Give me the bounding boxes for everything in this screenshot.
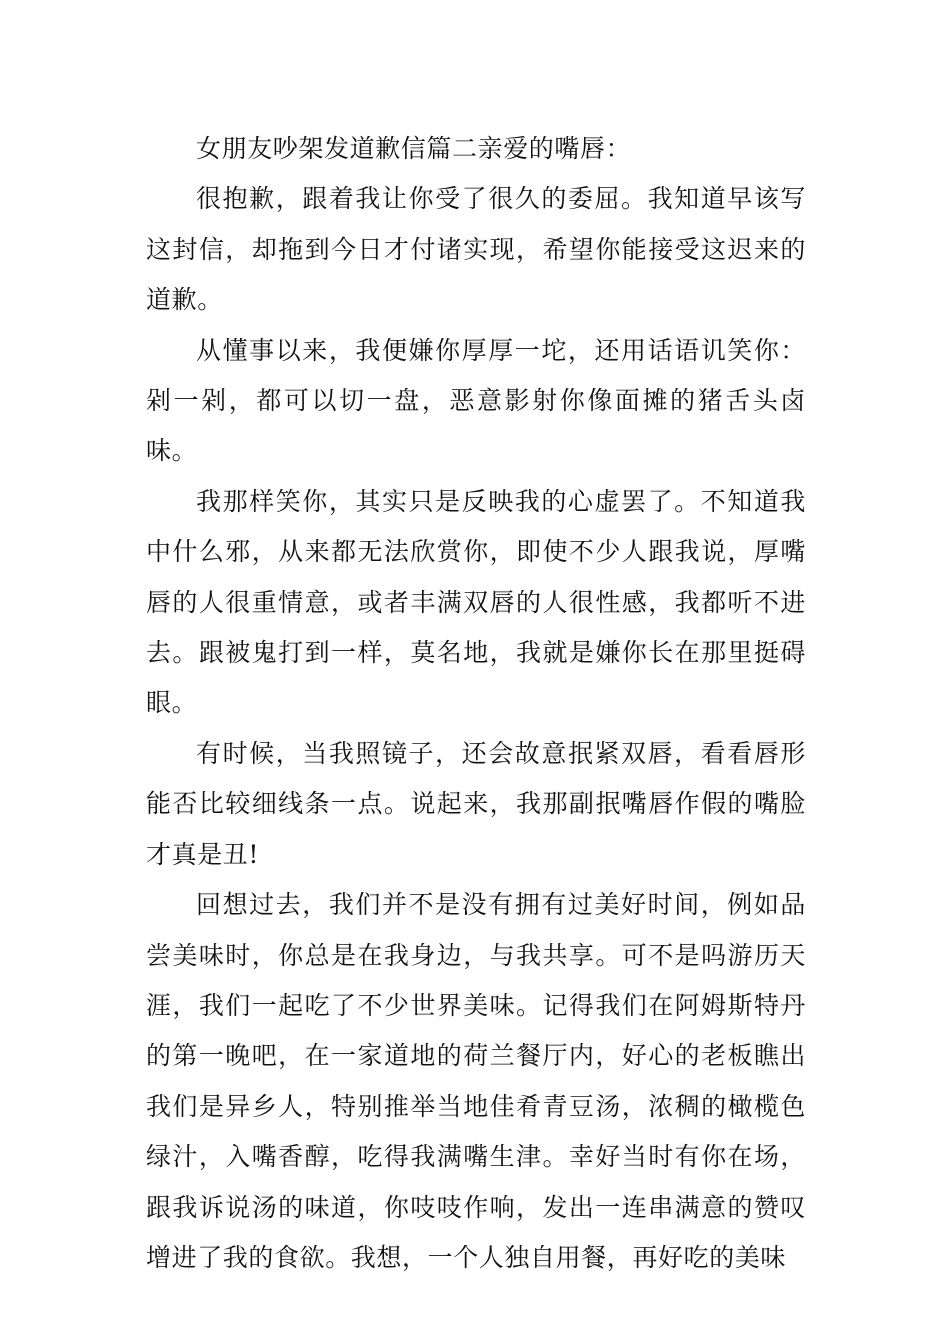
- paragraph-mirror: 有时候，当我照镜子，还会故意抿紧双唇，看看唇形能否比较细线条一点。说起来，我那副抿嘴唇作假的嘴脸才真是丑!: [146, 738, 806, 869]
- letter-heading: 女朋友吵架发道歉信篇二亲爱的嘴唇：: [196, 134, 632, 163]
- paragraph-insecurity: 我那样笑你，其实只是反映我的心虚罢了。不知道我中什么邪，从来都无法欣赏你，即使不少人跟我说，厚嘴唇的人很重情意，或者丰满双唇的人很性感，我都听不进去。跟被鬼打到一样，莫名地，我就是嫌你长在那里挺碍眼。: [146, 486, 806, 718]
- letter-body: [146, 124, 806, 1283]
- paragraph-apology: 很抱歉，跟着我让你受了很久的委屈。我知道早该写这封信，却拖到今日才付诸实现，希望你能接受这迟来的道歉。: [146, 184, 806, 315]
- paragraph-mockery: 从懂事以来，我便嫌你厚厚一坨，还用话语讥笑你：剁一剁，都可以切一盘，恶意影射你像面摊的猪舌头卤味。: [146, 335, 806, 466]
- paragraph-memories: 回想过去，我们并不是没有拥有过美好时间，例如品尝美味时，你总是在我身边，与我共享。可不是吗游历天涯，我们一起吃了不少世界美味。记得我们在阿姆斯特丹的第一晚吧，在一家道地的荷兰餐厅内，好心的老板瞧出我们是异乡人，特别推举当地佳肴青豆汤，浓稠的橄榄色绿汁，入嘴香醇，吃得我满嘴生津。幸好当时有你在场，跟我诉说汤的味道，你吱吱作响，发出一连串满意的赞叹增进了我的食欲。我想，一个人独自用餐，再好吃的美味: [146, 890, 806, 1272]
